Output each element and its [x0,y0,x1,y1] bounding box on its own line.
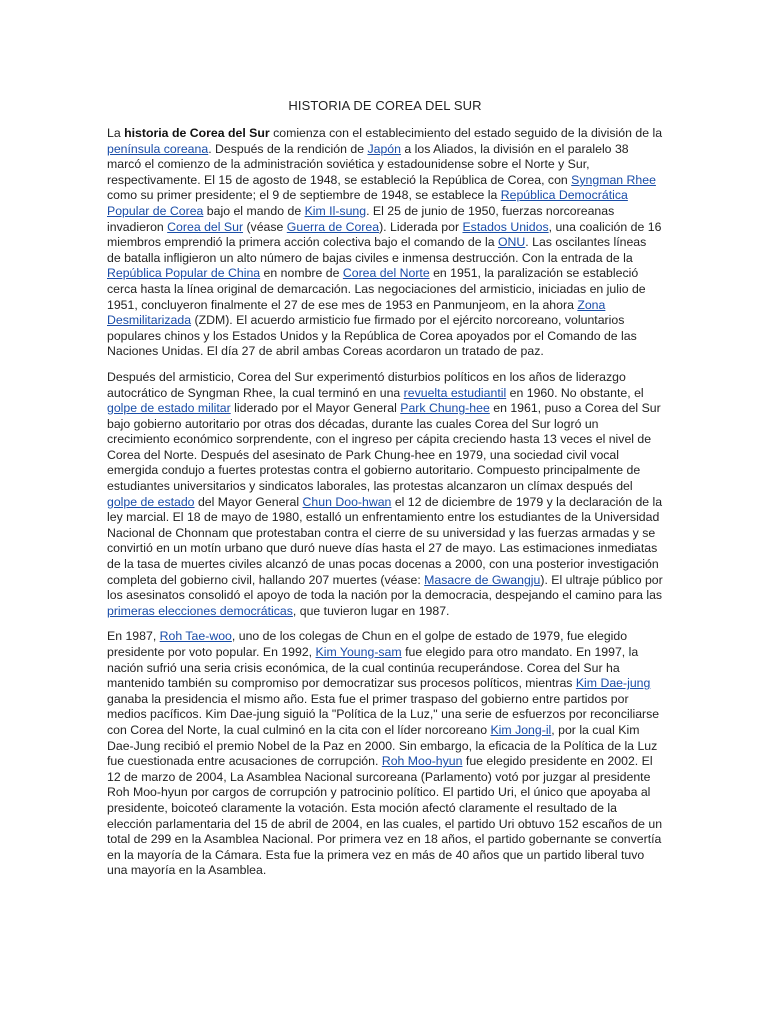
text-run: ). Liderada por [379,219,463,234]
wiki-link[interactable]: Kim Young-sam [315,645,402,659]
wiki-link[interactable]: Japón [367,141,401,156]
text-run: ganaba la presidencia el mismo año. Esta fue el primer traspaso del gobierno entre partidos por medios pacíficos. Kim Dae-jung siguió la "Política de la Luz," una serie de esfuerzos por reconciliarse con Corea del Norte, la cual culminó en la cita con el líder norcoreano [107,691,660,737]
text-run: . Después de la rendición de [208,141,368,156]
paragraph-1 [107,126,663,360]
text-run: el 12 de diciembre de 1979 y la declaración de la ley marcial. El 18 de mayo de 1980, estalló un enfrentamiento entre los estudiantes de la Universidad Nacional de Chonnam que protestaban contra el cierre de su universidad y las fuerzas armadas y se convirtió en un motín urbano que duró nueve días hasta el 27 de mayo. Las estimaciones inmediatas de la tasa de muertes civiles alcanzó de unas pocas docenas a 2000, con una posterior investigación completa del gobierno civil, hallando 207 muertes (véase: [107,494,663,587]
wiki-link[interactable]: primeras elecciones democráticas [107,603,293,618]
document-page [107,98,663,889]
text-run: Después del armisticio, Corea del Sur experimentó disturbios políticos en los años de liderazgo autocrático de Syngman Rhee, la cual terminó en una [107,369,626,400]
wiki-link[interactable]: Roh Moo-hyun [381,754,463,769]
paragraph-3 [107,629,663,879]
wiki-link[interactable]: Corea del Norte [342,266,430,281]
wiki-link[interactable]: Chun Doo-hwan [302,494,392,509]
text-run: . El 25 de junio de 1950, fuerzas norcoreanas invadieron [107,203,615,234]
text-run: fue elegido para otro mandato. En 1997, la nación sufrió una seria crisis económica, de la cual continúa recuperándose. Corea del Sur ha mantenido también su compromiso por democratizar sus procesos políticos, mientras [107,645,639,691]
text-run: , que tuvieron lugar en 1987. [292,603,450,618]
wiki-link[interactable]: Roh Tae-woo [159,629,232,644]
text-run: ). El ultraje público por los asesinatos consolidó el apoyo de toda la nación por la democracia, despejando el camino para las [107,572,663,603]
wiki-link[interactable]: Masacre de Gwangju [424,572,541,587]
text-run: (véase [243,219,287,234]
text-run: en 1961, puso a Corea del Sur bajo gobierno autoritario por otras dos décadas, durante las cuales Corea del Sur logró un crecimiento económico sorprendente, con el ingreso per cápita creciendo hasta 13 veces el nivel de Corea del Norte. Después del asesinato de Park Chung-hee en 1979, una sociedad civil vocal emergida condujo a fuertes protestas contra el gobierno autoritario. Compuesto principalmente de estudiantes universitarios y sindicatos laborales, las protestas alcanzaron un clímax después del [107,401,661,494]
text-run: en nombre de [260,266,343,281]
wiki-link[interactable]: República Democrática Popular de Corea [107,188,628,218]
text-run: , uno de los colegas de Chun en el golpe de estado de 1979, fue elegido presidente por voto popular. En 1992, [107,629,628,659]
text-run: (ZDM). El acuerdo armisticio fue firmado por el ejército norcoreano, voluntarios populares chinos y los Estados Unidos y la República de Corea apoyados por el Comando de las Naciones Unidas. El día 27 de abril ambas Coreas acordaron un tratado de paz. [107,313,637,359]
wiki-link[interactable]: Park Chung-hee [400,401,490,416]
paragraph-2 [107,370,663,620]
wiki-link[interactable]: Kim Jong-il [490,722,552,737]
wiki-link[interactable]: Zona Desmilitarizada [107,297,606,328]
wiki-link[interactable]: Kim Il-sung [304,203,367,218]
text-run: en 1951, la paralización se estableció cerca hasta la línea original de demarcación. Las negociaciones del armisticio, iniciadas en julio de 1951, concluyeron finalmente el 27 de ese mes de 1953 en Panmunjeom, en la ahora [107,266,646,312]
wiki-link[interactable]: Kim Dae-jung [575,676,651,691]
wiki-link[interactable]: revuelta estudiantil [403,385,507,400]
wiki-link[interactable]: golpe de estado [107,494,195,509]
document-body [107,126,663,879]
wiki-link[interactable]: golpe de estado militar [107,401,231,416]
text-run: liderado por el Mayor General [230,401,401,416]
wiki-link[interactable]: Guerra de Corea [286,219,380,234]
wiki-link[interactable]: península coreana [107,141,209,156]
text-run: , por la cual Kim Dae-Jung recibió el premio Nobel de la Paz en 2000. Sin embargo, la eficacia de la Política de la Luz fue cuestionada entre acusaciones de corrupción. [107,722,658,769]
text-run: En 1987, [107,629,160,644]
text-run: en 1960. No obstante, el [506,385,644,400]
text-run: . Las oscilantes líneas de batalla infligieron un alto número de bajas civiles e inmensa destrucción. Con la entrada de la [107,235,647,265]
wiki-link[interactable]: Syngman Rhee [571,172,656,187]
text-run: , una coalición de 16 miembros emprendió la primera acción colectiva bajo el comando de la [107,219,662,250]
wiki-link[interactable]: República Popular de China [107,266,261,281]
text-run: La [107,126,125,140]
bold-term: historia de Corea del Sur [124,126,270,140]
wiki-link[interactable]: Estados Unidos [462,219,549,234]
text-run: fue elegido presidente en 2002. El 12 de marzo de 2004, La Asamblea Nacional surcoreana (Parlamento) votó por juzgar al presidente Roh Moo-hyun por cargos de corrupción y patrocinio político. El partido Uri, el único que apoyaba al presidente, boicoteó claramente la votación. Esta moción afectó claramente el resultado de la elección parlamentaria del 15 de abril de 2004, en las cuales, el partido Uri obtuvo 152 escaños de un total de 299 en la Asamblea Nacional. Por primera vez en 18 años, el partido gobernante se convertía en la mayoría de la Cámara. Esta fue la primera vez en más de 40 años que un partido liberal tuvo una mayoría en la Asamblea. [107,754,663,878]
text-run: del Mayor General [194,494,303,509]
text-run: a los Aliados, la división en el paralelo 38 marcó el comienzo de la administración soviética y estadounidense sobre el Norte y Sur, respectivamente. El 15 de agosto de 1948, se estableció la República de Corea, con [107,141,629,187]
document-title: HISTORIA DE COREA DEL SUR [288,98,482,113]
text-run: comienza con el establecimiento del estado seguido de la división de la [269,126,663,140]
text-run: bajo el mando de [203,203,305,218]
text-run: como su primer presidente; el 9 de septiembre de 1948, se establece la [107,188,501,203]
wiki-link[interactable]: ONU [497,235,526,250]
wiki-link[interactable]: Corea del Sur [167,219,244,234]
